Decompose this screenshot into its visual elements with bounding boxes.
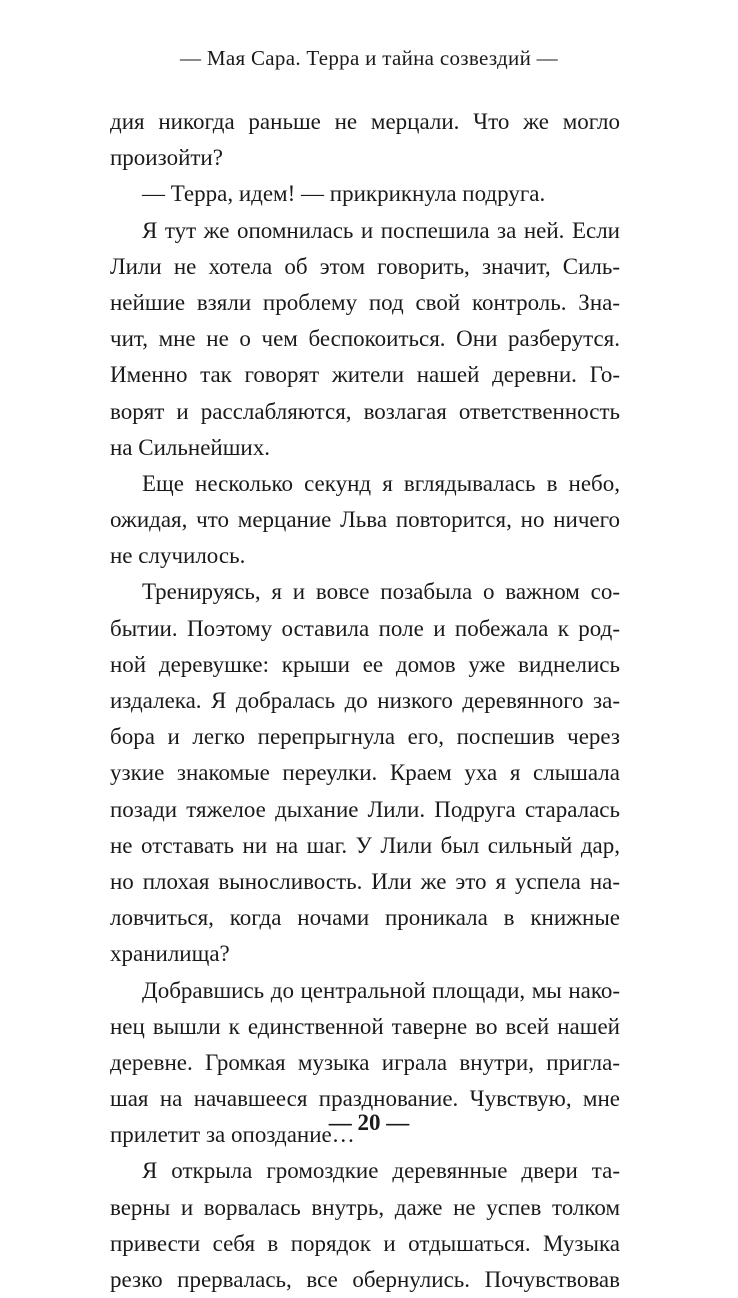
text-line: деревне. Громкая музыка играла внутри, пригла- xyxy=(110,1049,620,1075)
text-line: Я тут же опомнилась и поспешила за ней. Если xyxy=(142,217,620,243)
text-line: прилетит за опоздание… xyxy=(110,1122,355,1148)
text-line: — Терра, идем! — прикрикнула подруга. xyxy=(142,181,546,207)
text-line: Еще несколько секунд я вглядывалась в небо, xyxy=(142,470,620,496)
text-line: резко прервалась, все обернулись. Почувствовав xyxy=(110,1267,620,1292)
text-line: шая на начавшееся празднование. Чувствую, мне xyxy=(110,1086,620,1112)
text-line: нец вышли к единственной таверне во всей нашей xyxy=(110,1013,620,1039)
text-line: ожидая, что мерцание Льва повторится, но ничего xyxy=(110,507,620,533)
text-line: Я открыла громоздкие деревянные двери та- xyxy=(142,1158,620,1184)
text-line: чит, мне не о чем беспокоиться. Они разберутся. xyxy=(110,326,620,352)
text-line: Лили не хотела об этом говорить, значит, Силь- xyxy=(110,253,620,279)
text-line: хранилища? xyxy=(110,941,230,967)
text-line: Тренируясь, я и вовсе позабыла о важном со- xyxy=(142,579,620,605)
text-line: дия никогда раньше не мерцали. Что же могло xyxy=(110,109,620,134)
text-line: но плохая выносливость. Или же это я успела на- xyxy=(110,868,620,894)
text-line: не отставать ни на шаг. У Лили был сильный дар, xyxy=(110,832,620,858)
text-line: нейшие взяли проблему под свой контроль. Зна- xyxy=(110,289,620,315)
text-line: ворят и расслабляются, возлагая ответственность xyxy=(110,398,620,424)
text-line: Именно так говорят жители нашей деревни. Го- xyxy=(110,362,620,388)
text-line: привести себя в порядок и отдышаться. Музыка xyxy=(110,1230,620,1256)
text-line: ловчиться, когда ночами проникала в книжные xyxy=(110,905,620,931)
text-line: ной деревушке: крыши ее домов уже виднелись xyxy=(110,651,620,677)
running-head: — Мая Сара. Терра и тайна созвездий — xyxy=(180,46,558,70)
text-line: издалека. Я добралась до низкого деревянного за- xyxy=(110,688,620,713)
page-number: — 20 — xyxy=(328,1110,410,1135)
text-line: не случилось. xyxy=(110,543,246,569)
text-line: верны и ворвалась внутрь, даже не успев толком xyxy=(110,1194,620,1220)
text-line: произойти? xyxy=(110,145,223,171)
text-line: бора и легко перепрыгнула его, поспешив через xyxy=(110,724,620,750)
text-line: на Сильнейших. xyxy=(110,434,270,460)
text-line: узкие знакомые переулки. Краем уха я слышала xyxy=(110,760,620,786)
text-line: позади тяжелое дыхание Лили. Подруга старалась xyxy=(110,796,620,822)
text-line: Добравшись до центральной площади, мы нако- xyxy=(142,977,620,1003)
text-line: бытии. Поэтому оставила поле и побежала к род- xyxy=(110,615,620,641)
